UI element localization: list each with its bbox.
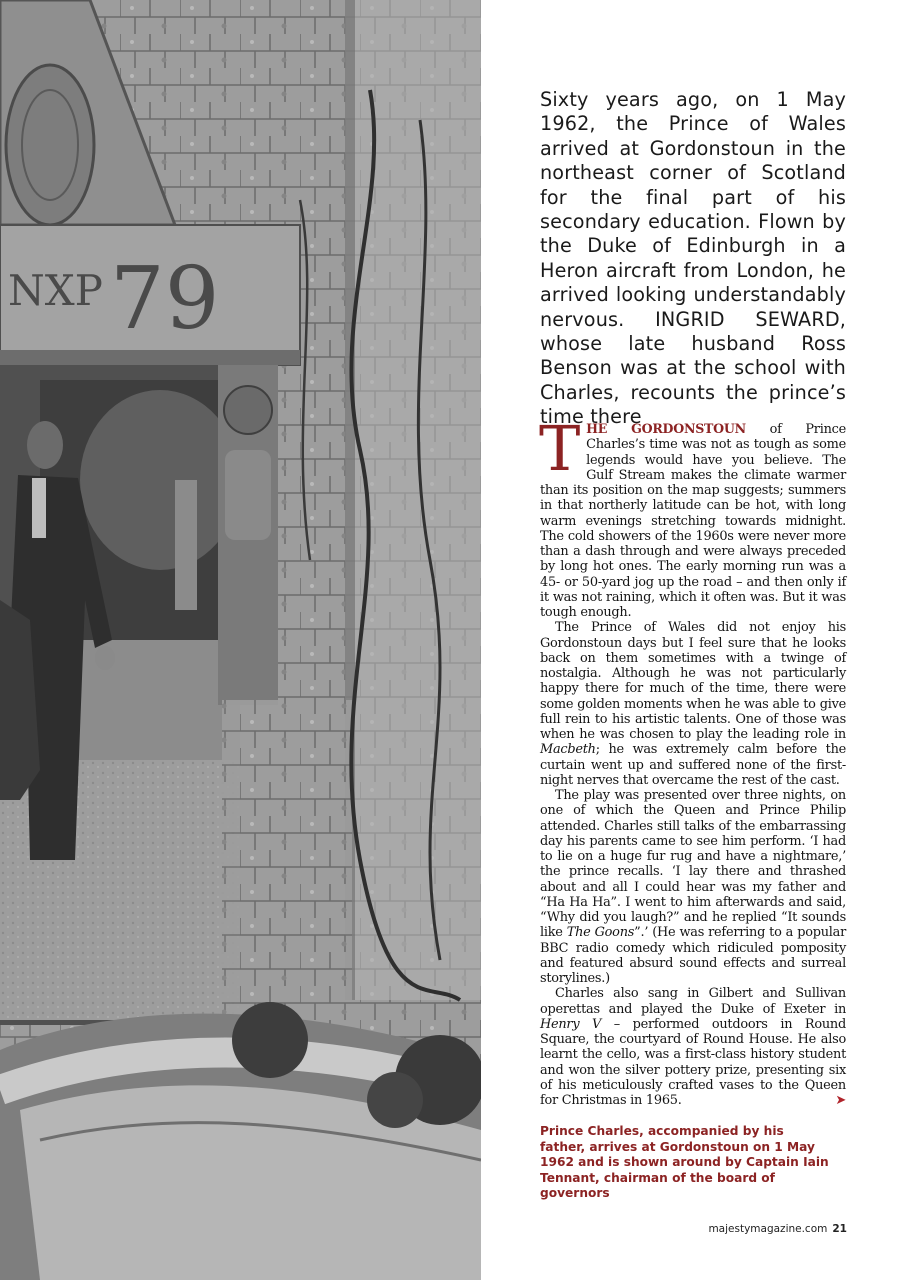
standfirst: Sixty years ago, on 1 May 1962, the Prince of Wales arrived at Gordonstoun in the northeast corner of Scotland for the final part of his secondary education. Flown by the Duke of Edinburgh in a Heron aircraft from London, he arrived looking understandably nervous. INGRID SEWARD, whose late husband Ross Benson was at the school with Charles, recounts the prince’s time there [540, 88, 846, 429]
play-title-henry-v: Henry V [540, 1016, 602, 1032]
show-title-goons: The Goons [566, 925, 635, 941]
page-number: 21 [832, 1223, 847, 1235]
lead-in: HE GORDONSTOUN [586, 421, 746, 436]
paragraph-1-text: of Prince Charles’s time was not as tough as some legends would have you believe. The Gulf Stream makes the climate warmer than its position on the map suggests; summers in that northerly latitude can be hot, with long warm evenings stretching towards midnight. The cold showers of the 1960s were never more than a dash through and were always preceded by long hot ones. The early morning run was a 45- or 50-yard jog up the road – and then only if it was not raining, which it often was. But it was tough enough. [540, 422, 846, 620]
drop-cap: T [539, 412, 581, 485]
paragraph-2: The Prince of Wales did not enjoy his Gordonstoun days but I feel sure that he looks back on them sometimes with a twinge of nostalgia. Although he was not particularly happy there for much of the time, there were some golden moments when he was able to give full rein to his artistic talents. One of those was when he was chosen to play the leading role in Macbeth; he was extremely calm before the curtain went up and suffered none of the first-night nerves that overcame the rest of the cast. [540, 620, 846, 788]
page-footer [708, 1223, 847, 1235]
carved-year: 79 [110, 249, 220, 349]
paragraph-1 [539, 412, 846, 620]
continue-arrow-icon: ➤ [835, 1093, 846, 1108]
play-title-macbeth: Macbeth [540, 742, 596, 758]
photo-caption: Prince Charles, accompanied by his father, arrives at Gordonstoun on 1 May 1962 and is shown around by Captain Iain Tennant, chairman of the board of governors [540, 1124, 829, 1200]
article-body [539, 412, 846, 1108]
paragraph-3: The play was presented over three nights, on one of which the Queen and Prince Philip attended. Charles still talks of the embarrassing day his parents came to see him perform. ‘I had to lie on a huge fur rug and have a nightmare,’ the prince recalls. ‘I lay there and thrashed about and all I could hear was my father and “Ha Ha Ha”. I went to him afterwards and said, “Why did you laugh?” and he replied “It sounds like The Goons”.’ (He was referring to a popular BBC radio comedy which ridiculed pomposity and featured absurd sound effects and surreal storylines.) [540, 788, 846, 986]
carved-initials: NXP [8, 266, 103, 315]
paragraph-4: Charles also sang in Gilbert and Sullivan operettas and played the Duke of Exeter in Henry V – performed outdoors in Round Square, the courtyard of Round House. He also learnt the cello, was a first-class history student and won the silver pottery prize, presenting six of his meticulously crafted vases to the Queen for Christmas in 1965. ➤ [540, 986, 846, 1108]
site-url: majestymagazine.com [708, 1223, 828, 1235]
